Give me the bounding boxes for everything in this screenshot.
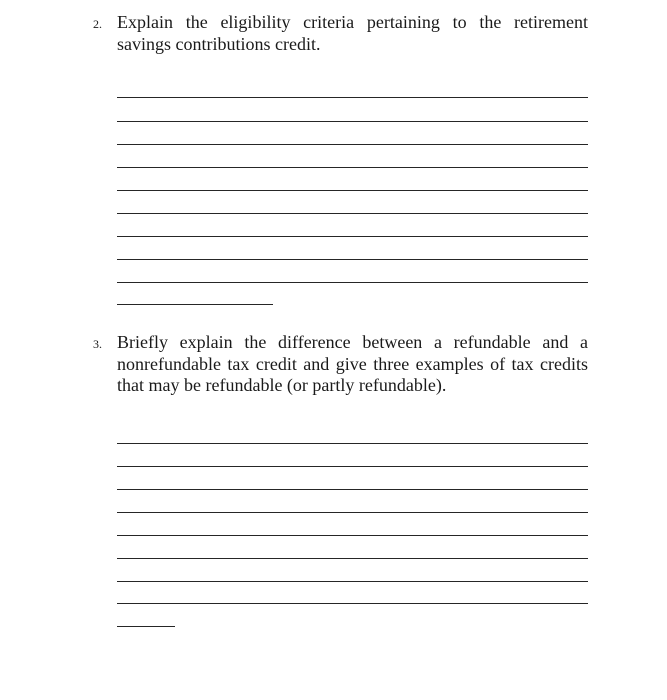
answer-line-short[interactable] bbox=[117, 626, 175, 627]
answer-line[interactable] bbox=[117, 603, 588, 604]
question-3-text: Briefly explain the difference between a refundable and a nonrefundable tax credit and give three examples of tax credits that may be refundable (or partly refundable). bbox=[117, 332, 588, 395]
question-3-number: 3. bbox=[93, 337, 102, 351]
answer-line[interactable] bbox=[117, 512, 588, 513]
answer-line[interactable] bbox=[117, 581, 588, 582]
answer-line[interactable] bbox=[117, 97, 588, 98]
answer-line[interactable] bbox=[117, 236, 588, 237]
answer-line[interactable] bbox=[117, 144, 588, 145]
answer-line[interactable] bbox=[117, 535, 588, 536]
answer-line[interactable] bbox=[117, 443, 588, 444]
answer-line-short[interactable] bbox=[117, 304, 273, 305]
answer-line[interactable] bbox=[117, 121, 588, 122]
question-2-number: 2. bbox=[93, 17, 102, 31]
answer-line[interactable] bbox=[117, 190, 588, 191]
answer-line[interactable] bbox=[117, 213, 588, 214]
answer-line[interactable] bbox=[117, 167, 588, 168]
question-3 bbox=[93, 332, 588, 397]
answer-line[interactable] bbox=[117, 259, 588, 260]
question-2 bbox=[93, 12, 588, 55]
question-2-text: Explain the eligibility criteria pertaining to the retirement savings contributions credit. bbox=[117, 12, 588, 54]
answer-line[interactable] bbox=[117, 282, 588, 283]
answer-line[interactable] bbox=[117, 489, 588, 490]
answer-line[interactable] bbox=[117, 558, 588, 559]
answer-line[interactable] bbox=[117, 466, 588, 467]
